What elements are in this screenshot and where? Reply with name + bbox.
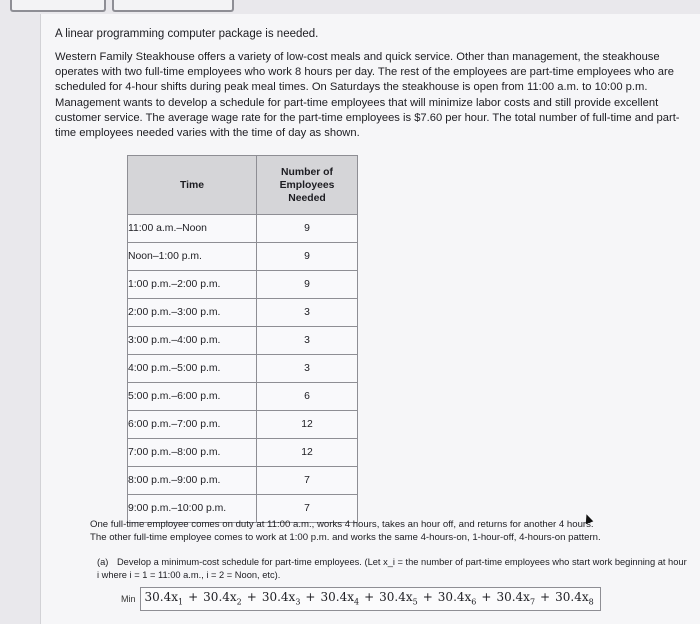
term-variable: x [581,590,589,604]
term-index: 8 [588,597,594,607]
part-a-text: Develop a minimum-cost schedule for part-time employees. (Let x_i = the number of part-time employees who start work beginning at hour i where i = 1 = 11:00 a.m., i = 2 = Noon, etc). [97,557,687,580]
intro-text: A linear programming computer package is needed. [55,28,319,40]
top-toolbar [0,0,700,14]
employees-needed-cell: 9 [257,271,358,299]
time-cell: 4:00 p.m.–5:00 p.m. [128,355,257,383]
time-cell: 6:00 p.m.–7:00 p.m. [128,411,257,439]
term-coefficient: 30.4 [437,590,465,604]
term-index: 4 [353,597,360,607]
table-row [128,467,358,495]
table-row [128,411,358,439]
table-header-row [128,156,358,215]
objective-input[interactable] [140,587,601,611]
term-index: 5 [412,597,418,607]
plus-sign: + [246,590,257,604]
table-row [128,215,358,243]
part-a-label: (a) [97,557,109,567]
toolbar-box-1[interactable] [10,0,106,12]
problem-page [40,14,700,624]
term-coefficient: 30.4 [379,590,406,604]
employees-needed-cell: 12 [257,439,358,467]
objective-term [144,590,184,607]
term-index: 1 [178,597,184,607]
employees-needed-cell: 7 [257,495,358,523]
table-row [128,383,358,411]
col-header-line: Needed [288,192,326,204]
time-cell: 2:00 p.m.–3:00 p.m. [128,299,257,327]
objective-term [437,590,477,607]
staffing-table [127,155,358,523]
objective-row [121,587,601,611]
time-cell: 7:00 p.m.–8:00 p.m. [128,439,257,467]
objective-term [261,590,301,607]
table-row [128,243,358,271]
employees-needed-cell: 3 [257,299,358,327]
note-line-1: One full-time employee comes on duty at 11:00 a.m., works 4 hours, takes an hour off, and returns for another 4 hours. [90,519,594,530]
plus-sign: + [305,590,316,604]
term-index: 7 [529,597,536,607]
time-cell: Noon–1:00 p.m. [128,243,257,271]
plus-sign: + [422,590,433,604]
term-variable: x [405,590,413,604]
time-cell: 1:00 p.m.–2:00 p.m. [128,271,257,299]
employees-needed-cell: 7 [257,467,358,495]
employees-needed-cell: 6 [257,383,358,411]
plus-sign: + [364,590,375,604]
term-variable: x [229,590,237,604]
employees-needed-cell: 9 [257,215,358,243]
term-coefficient: 30.4 [496,590,524,604]
plus-sign: + [540,590,551,604]
plus-sign: + [188,590,199,604]
employees-needed-cell: 3 [257,327,358,355]
term-variable: x [171,590,179,604]
fulltime-note [90,519,690,544]
term-coefficient: 30.4 [555,590,582,604]
time-cell: 5:00 p.m.–6:00 p.m. [128,383,257,411]
term-variable: x [288,590,296,604]
table-row [128,271,358,299]
term-variable: x [464,590,472,604]
plus-sign: + [481,590,492,604]
objective-term [320,590,360,607]
problem-statement: Western Family Steakhouse offers a variety of low-cost meals and quick service. Other than management, the steakhouse operates with two full-time employees who work 8 hours per day. The rest of the employees are part-time employees who are scheduled for 4-hour shifts during peak meal times. On Saturdays the steakhouse is open from 11:00 a.m. to 10:00 p.m. Management wants to develop a schedule for part-time employees that will minimize labor costs and still provide excellent customer service. The average wage rate for the part-time employees is $7.60 per hour. The total number of full-time and part-time employees needed varies with the time of day as shown. [55,51,680,140]
objective-term [555,590,594,607]
table-row [128,355,358,383]
employees-needed-cell: 3 [257,355,358,383]
term-coefficient: 30.4 [144,590,172,604]
table-row [128,299,358,327]
objective-term [496,590,536,607]
col-header-time: Time [128,156,257,215]
time-cell: 11:00 a.m.–Noon [128,215,257,243]
term-variable: x [523,590,530,604]
term-coefficient: 30.4 [261,590,289,604]
term-coefficient: 30.4 [320,590,348,604]
col-header-employees [257,156,358,215]
time-cell: 9:00 p.m.–10:00 p.m. [128,495,257,523]
col-header-line: Employees [279,179,335,191]
term-coefficient: 30.4 [203,590,230,604]
objective-term [203,590,242,607]
employees-needed-cell: 9 [257,243,358,271]
term-variable: x [347,590,354,604]
note-line-2: The other full-time employee comes to work at 1:00 p.m. and works the same 4-hours-on, 1-hour-off, 4-hours-on pattern. [90,531,601,543]
min-label: Min [121,594,136,605]
term-index: 6 [471,597,477,607]
time-cell: 3:00 p.m.–4:00 p.m. [128,327,257,355]
objective-term [379,590,418,607]
table-row [128,327,358,355]
table-row [128,439,358,467]
term-index: 3 [295,597,301,607]
time-cell: 8:00 p.m.–9:00 p.m. [128,467,257,495]
part-a-question [97,556,687,581]
col-header-line: Number of [281,166,333,178]
term-index: 2 [236,597,242,607]
employees-needed-cell: 12 [257,411,358,439]
toolbar-box-2[interactable] [112,0,234,12]
